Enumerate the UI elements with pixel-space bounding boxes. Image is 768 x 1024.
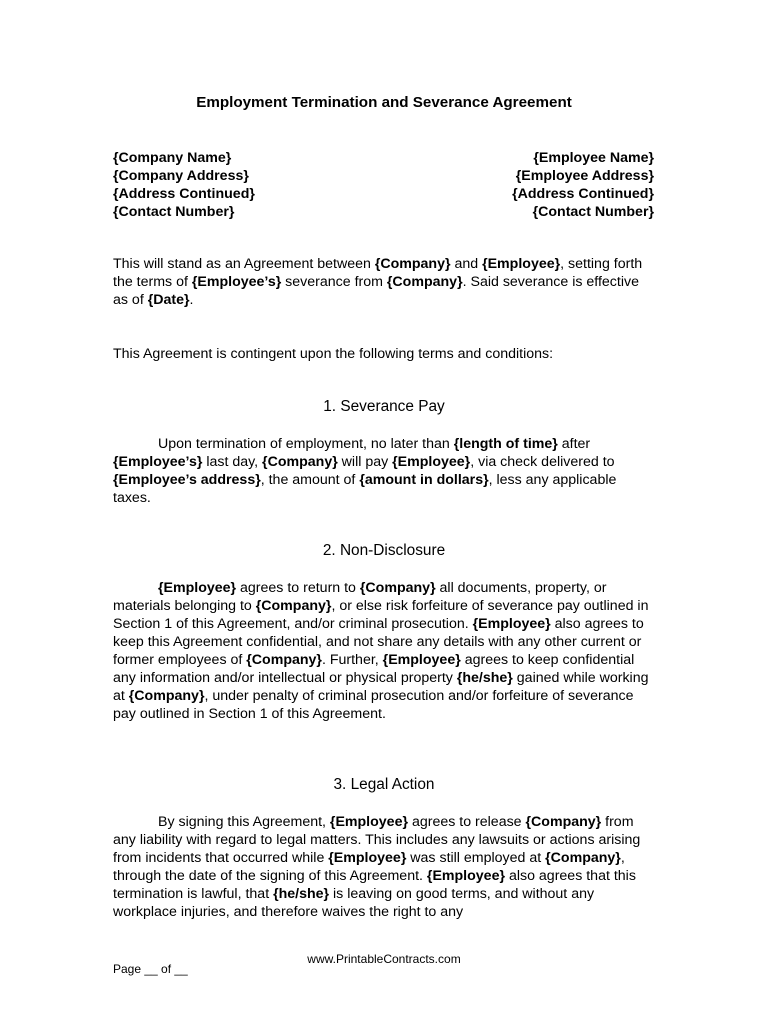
footer-page-number: Page __ of __	[113, 962, 188, 976]
intro-paragraph: This will stand as an Agreement between {Company} and {Employee}, setting forth the terms of {Employee’s} severance from {Company}. Said severance is effective as of {Date}.	[113, 256, 643, 308]
section-1-heading: 1. Severance Pay	[323, 398, 445, 415]
section-1-paragraph: Upon termination of employment, no later than {length of time} after {Employee’s} last day, {Company} will pay {Employee}, via check delivered to {Employee’s address}, the amount of {amount in dollars}, less any applicable taxes.	[113, 436, 617, 506]
section-3-paragraph: By signing this Agreement, {Employee} agrees to release {Company} from any liability with regard to legal matters. This includes any lawsuits or actions arising from incidents that occurred while {Employee} was still employed at {Company}, through the date of the signing of this Agreement. {Employee} also agrees that this termination is lawful, that {he/she} is leaving on good terms, and without any workplace injuries, and therefore waives the right to any	[113, 814, 641, 920]
company-address: {Company Address}	[113, 168, 249, 184]
company-address-continued: {Address Continued}	[113, 186, 255, 202]
employee-address-continued: {Address Continued}	[512, 186, 654, 202]
section-3-heading: 3. Legal Action	[333, 776, 435, 793]
company-name: {Company Name}	[113, 150, 232, 166]
footer-website: www.PrintableContracts.com	[307, 952, 461, 966]
document-title: Employment Termination and Severance Agreement	[196, 94, 572, 111]
section-2-heading: 2. Non-Disclosure	[322, 542, 446, 559]
company-address-block	[113, 149, 255, 221]
section-2-paragraph: {Employee} agrees to return to {Company} all documents, property, or materials belonging to {Company}, or else risk forfeiture of severance pay outlined in Section 1 of this Agreement, and/or criminal prosecution. {Employee} also agrees to keep this Agreement confidential, and not share any details with any other current or former employees of {Company}. Further, {Employee} agrees to keep confidential any information and/or intellectual or physical property {he/she} gained while working at {Company}, under penalty of criminal prosecution and/or forfeiture of severance pay outlined in Section 1 of this Agreement.	[113, 580, 649, 722]
employee-name: {Employee Name}	[533, 150, 654, 166]
employee-contact-number: {Contact Number}	[532, 204, 654, 220]
company-contact-number: {Contact Number}	[113, 204, 235, 220]
employee-address-block	[512, 149, 654, 221]
contingent-paragraph: This Agreement is contingent upon the following terms and conditions:	[113, 346, 554, 362]
employee-address: {Employee Address}	[515, 168, 654, 184]
